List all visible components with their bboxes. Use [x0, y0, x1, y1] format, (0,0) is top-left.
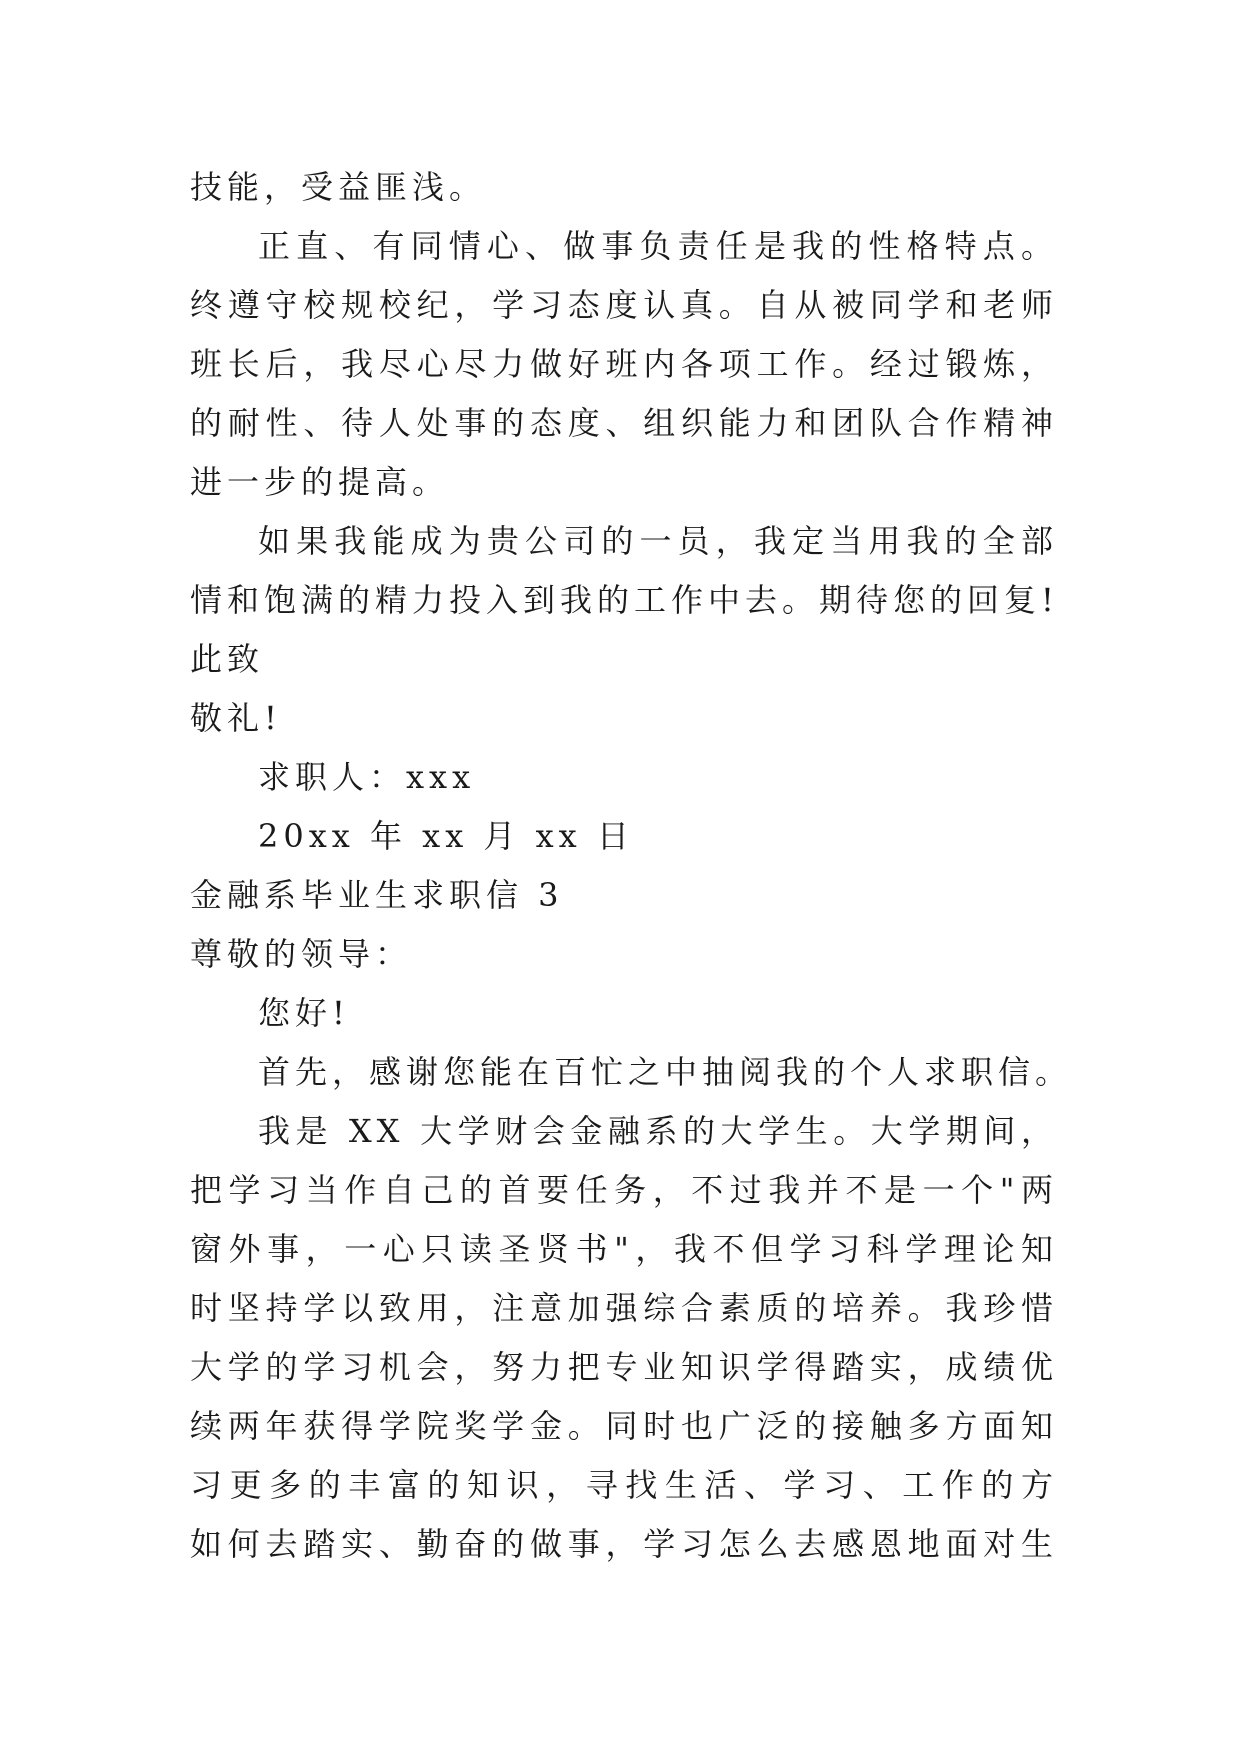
letter-body — [190, 158, 1073, 1574]
text-line: 首先，感谢您能在百忙之中抽阅我的个人求职信。 — [258, 1053, 1073, 1091]
text-line: 敬礼! — [190, 699, 282, 737]
text-line: 20xx 年 xx 月 xx 日 — [258, 817, 634, 855]
text-line: 时坚持学以致用，注意加强综合素质的培养。我珍惜 — [190, 1289, 1058, 1327]
text-line: 把学习当作自己的首要任务，不过我并不是一个"两 — [190, 1171, 1058, 1209]
text-line: 终遵守校规校纪，学习态度认真。自从被同学和老师 — [190, 286, 1058, 324]
text-line: 班长后，我尽心尽力做好班内各项工作。经过锻炼， — [190, 345, 1058, 383]
text-line: 此致 — [190, 640, 265, 678]
text-line: 尊敬的领导： — [190, 935, 413, 973]
text-line: 技能，受益匪浅。 — [190, 168, 487, 206]
text-line: 如果我能成为贵公司的一员，我定当用我的全部 — [258, 522, 1058, 560]
text-line: 大学的学习机会，努力把专业知识学得踏实，成绩优 — [190, 1348, 1058, 1386]
text-line: 习更多的丰富的知识，寻找生活、学习、工作的方 — [190, 1466, 1058, 1504]
text-line: 的耐性、待人处事的态度、组织能力和团队合作精神 — [190, 404, 1058, 442]
text-line: 进一步的提高。 — [190, 463, 450, 501]
text-line: 情和饱满的精力投入到我的工作中去。期待您的回复! — [190, 581, 1059, 619]
text-line: 如何去踏实、勤奋的做事，学习怎么去感恩地面对生 — [190, 1525, 1058, 1563]
text-line: 我是 XX 大学财会金融系的大学生。大学期间， — [258, 1112, 1058, 1150]
text-line: 窗外事，一心只读圣贤书"，我不但学习科学理论知 — [190, 1230, 1058, 1268]
text-line: 求职人：xxx — [258, 758, 476, 796]
text-line: 续两年获得学院奖学金。同时也广泛的接触多方面知 — [190, 1407, 1058, 1445]
text-line: 正直、有同情心、做事负责任是我的性格特点。 — [258, 227, 1058, 265]
text-line: 金融系毕业生求职信 3 — [190, 876, 564, 914]
text-line: 您好! — [258, 994, 350, 1032]
